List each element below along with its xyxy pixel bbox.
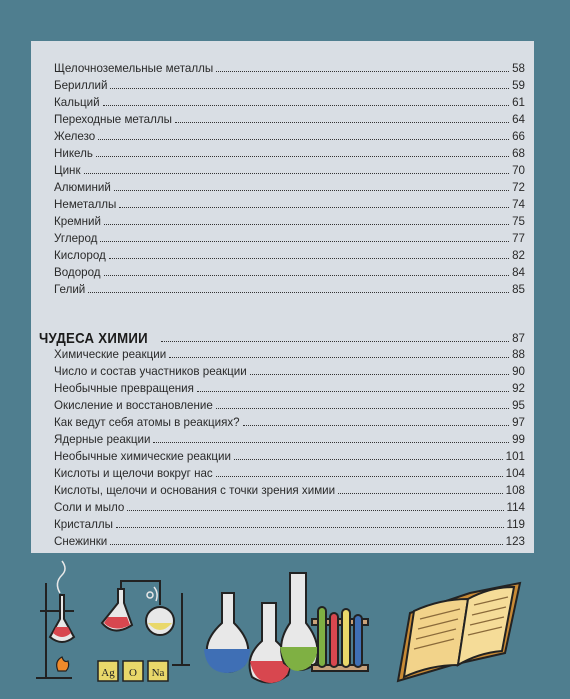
ring-stand-icon [36,561,74,678]
toc-entry[interactable] [54,58,525,75]
test-tube-rack-icon [312,607,368,671]
toc-entry-title: Кристаллы [54,518,113,531]
toc-entry-page: 123 [505,535,525,548]
dot-leader [169,357,509,358]
toc-entry-page: 82 [512,249,525,262]
toc-entry[interactable] [54,480,525,497]
toc-entry-page: 104 [505,467,525,480]
open-book-icon [398,583,520,681]
toc-entry-page: 97 [512,416,525,429]
toc-entry-title: Кремний [54,215,101,228]
toc-entry-title: Переходные металлы [54,113,172,126]
toc-entry[interactable] [54,446,525,463]
toc-entry-title: Снежинки [54,535,108,548]
dot-leader [104,275,510,276]
toc-entry-page: 75 [512,215,525,228]
toc-entry-page: 58 [512,62,525,75]
toc-entry-title: Соли и мыло [54,501,125,514]
toc-entry-page: 90 [512,365,525,378]
toc-entry[interactable] [54,531,525,548]
section-page: 87 [512,332,525,345]
toc-entry[interactable] [54,429,525,446]
toc-entry[interactable] [54,75,525,92]
toc-entry[interactable] [54,109,525,126]
element-tile-label: Na [151,667,165,679]
toc-entry-page: 70 [512,164,525,177]
dot-leader [110,88,509,89]
toc-entry[interactable] [54,497,525,514]
toc-entry-page: 59 [512,79,525,92]
toc-entry-page: 95 [512,399,525,412]
element-tiles [98,661,168,681]
dot-leader [338,493,503,494]
dot-leader [216,408,509,409]
dot-leader [153,442,509,443]
toc-entry-page: 66 [512,130,525,143]
toc-entry-page: 92 [512,382,525,395]
dot-leader [88,292,509,293]
toc-entry-page: 77 [512,232,525,245]
toc-entry-title: Кислоты, щелочи и основания с точки зрения химии [54,484,336,497]
dot-leader [216,476,503,477]
toc-entry-page: 88 [512,348,525,361]
dot-leader [103,105,509,106]
toc-entry-title: Алюминий [54,181,111,194]
table-of-contents-panel [31,41,534,553]
toc-entry[interactable] [54,228,525,245]
toc-entry-page: 61 [512,96,525,109]
toc-entry-page: 84 [512,266,525,279]
dot-leader [175,122,509,123]
toc-entry-title: Бериллий [54,79,108,92]
toc-entry-page: 85 [512,283,525,296]
dot-leader [100,241,509,242]
toc-entry-title: Железо [54,130,96,143]
toc-entry-title: Ядерные реакции [54,433,151,446]
toc-section-heading[interactable] [39,325,525,345]
toc-entry-page: 68 [512,147,525,160]
toc-entry-title: Как ведут себя атомы в реакциях? [54,416,240,429]
toc-entry-title: Необычные химические реакции [54,450,231,463]
toc-entry-page: 72 [512,181,525,194]
toc-entry-title: Кальций [54,96,100,109]
toc-entry-title: Водород [54,266,101,279]
element-tile-label: O [129,667,137,679]
toc-entry-title: Химические реакции [54,348,167,361]
section-title: ЧУДЕСА ХИМИИ [39,330,148,347]
dot-leader [104,224,509,225]
toc-entry[interactable] [54,412,525,429]
toc-entry-title: Кислород [54,249,106,262]
dot-leader [110,544,502,545]
dot-leader [84,173,510,174]
toc-entry-title: Кислоты и щелочи вокруг нас [54,467,213,480]
toc-entry[interactable] [54,514,525,531]
dot-leader [98,139,509,140]
toc-entry-title: Никель [54,147,93,160]
dot-leader [119,207,509,208]
toc-entry-page: 114 [506,501,525,514]
dot-leader [197,391,509,392]
dot-leader [96,156,509,157]
toc-entry-title: Углерод [54,232,98,245]
toc-entry[interactable] [54,211,525,228]
toc-entry-page: 108 [505,484,525,497]
toc-entry[interactable] [54,279,525,296]
lab-equipment-illustration [0,553,570,699]
dot-leader [243,425,510,426]
toc-entry-page: 74 [512,198,525,211]
toc-entry[interactable] [54,262,525,279]
element-tile-label: Ag [101,667,115,679]
dot-leader [116,527,504,528]
toc-entry-title: Гелий [54,283,86,296]
dot-leader [114,190,509,191]
toc-entry-page: 64 [512,113,525,126]
toc-entry[interactable] [54,194,525,211]
toc-entry[interactable] [54,177,525,194]
toc-entry[interactable] [54,344,525,361]
toc-entry[interactable] [54,92,525,109]
toc-entry[interactable] [54,395,525,412]
toc-entry[interactable] [54,143,525,160]
toc-entry-page: 101 [505,450,525,463]
dot-leader [216,71,509,72]
toc-entry[interactable] [54,463,525,480]
toc-entry[interactable] [54,361,525,378]
distillation-flask-icon [102,581,190,665]
toc-entry[interactable] [54,378,525,395]
toc-entry-title: Окисление и восстановление [54,399,213,412]
toc-entry-title: Число и состав участников реакции [54,365,247,378]
dot-leader [161,341,509,342]
toc-entry-title: Неметаллы [54,198,117,211]
toc-entry-page: 99 [512,433,525,446]
toc-entry-title: Цинк [54,164,81,177]
toc-entry[interactable] [54,245,525,262]
dot-leader [127,510,503,511]
toc-entry[interactable] [54,160,525,177]
toc-entry-page: 119 [506,518,525,531]
toc-entry[interactable] [54,126,525,143]
dot-leader [109,258,509,259]
toc-entry-title: Необычные превращения [54,382,194,395]
dot-leader [234,459,503,460]
toc-entry-title: Щелочноземельные металлы [54,62,214,75]
flasks-icon [204,573,318,683]
dot-leader [250,374,509,375]
